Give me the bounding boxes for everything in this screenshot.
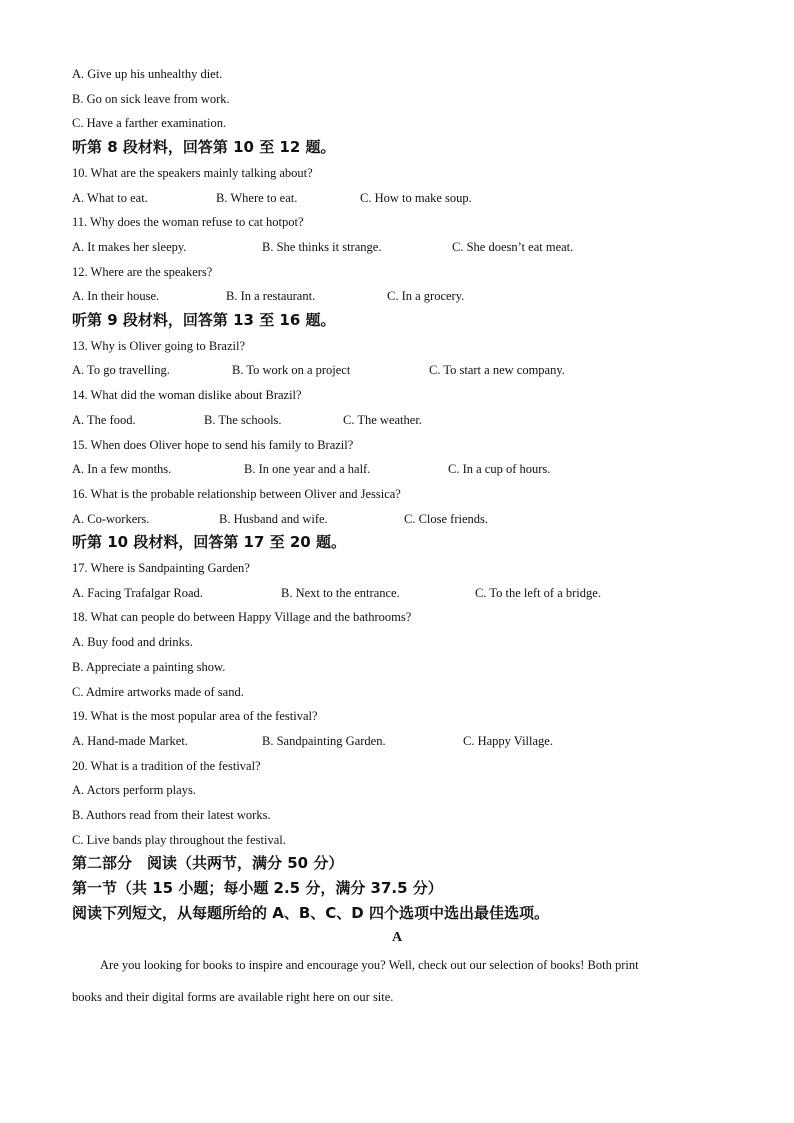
option-b: B. In one year and a half. [244,462,371,476]
section-heading: 听第 8 段材料，回答第 10 至 12 题。 [72,138,336,156]
question-12: 12. Where are the speakers? [72,265,213,279]
question-16: 16. What is the probable relationship between Oliver and Jessica? [72,487,401,501]
option-c: C. In a grocery. [387,289,465,303]
option-a: A. It makes her sleepy. [72,240,187,254]
option-b: B. The schools. [204,413,282,427]
option-a: A. Hand-made Market. [72,734,188,748]
option-line: C. Admire artworks made of sand. [72,685,244,699]
question-14: 14. What did the woman dislike about Brazil? [72,388,302,402]
option-c: C. To the left of a bridge. [475,586,601,600]
option-a: A. Facing Trafalgar Road. [72,586,203,600]
option-line: A. Buy food and drinks. [72,635,193,649]
option-line: B. Appreciate a painting show. [72,660,226,674]
section-heading: 第一节（共 15 小题；每小题 2.5 分，满分 37.5 分） [72,879,443,897]
option-b: B. Where to eat. [216,191,298,205]
option-c: C. She doesn’t eat meat. [452,240,574,254]
paragraph-line: books and their digital forms are available right here on our site. [72,990,394,1004]
option-b: B. To work on a project [232,363,351,377]
question-11: 11. Why does the woman refuse to cat hotpot? [72,215,304,229]
option-a: A. The food. [72,413,136,427]
option-a: A. In a few months. [72,462,172,476]
section-heading: 听第 10 段材料，回答第 17 至 20 题。 [72,533,346,551]
option-c: C. In a cup of hours. [448,462,551,476]
option-b: B. Sandpainting Garden. [262,734,386,748]
question-20: 20. What is a tradition of the festival? [72,759,261,773]
option-c: C. To start a new company. [429,363,565,377]
option-a: A. To go travelling. [72,363,170,377]
paragraph-line: Are you looking for books to inspire and encourage you? Well, check out our selection of books! Both print [100,958,639,972]
option-b: B. Next to the entrance. [281,586,400,600]
option-b: B. Husband and wife. [219,512,328,526]
option-line: A. Actors perform plays. [72,783,196,797]
instructions: 阅读下列短文，从每题所给的 A、B、C、D 四个选项中选出最佳选项。 [72,904,549,922]
question-15: 15. When does Oliver hope to send his family to Brazil? [72,438,354,452]
question-19: 19. What is the most popular area of the festival? [72,709,318,723]
question-18: 18. What can people do between Happy Village and the bathrooms? [72,610,412,624]
option-b: B. She thinks it strange. [262,240,382,254]
option-line: B. Go on sick leave from work. [72,92,230,106]
question-17: 17. Where is Sandpainting Garden? [72,561,250,575]
question-10: 10. What are the speakers mainly talking about? [72,166,313,180]
option-line: A. Give up his unhealthy diet. [72,67,223,81]
option-a: A. In their house. [72,289,160,303]
option-a: A. Co-workers. [72,512,150,526]
passage-label: A [391,930,403,945]
option-a: A. What to eat. [72,191,148,205]
option-line: C. Have a farther examination. [72,116,227,130]
question-13: 13. Why is Oliver going to Brazil? [72,339,246,353]
section-heading: 听第 9 段材料，回答第 13 至 16 题。 [72,311,336,329]
part-heading: 第二部分 阅读（共两节，满分 50 分） [72,854,344,872]
option-c: C. How to make soup. [360,191,472,205]
option-line: C. Live bands play throughout the festival. [72,833,286,847]
option-line: B. Authors read from their latest works. [72,808,271,822]
option-c: C. The weather. [343,413,422,427]
option-c: C. Happy Village. [463,734,553,748]
option-c: C. Close friends. [404,512,489,526]
option-b: B. In a restaurant. [226,289,316,303]
